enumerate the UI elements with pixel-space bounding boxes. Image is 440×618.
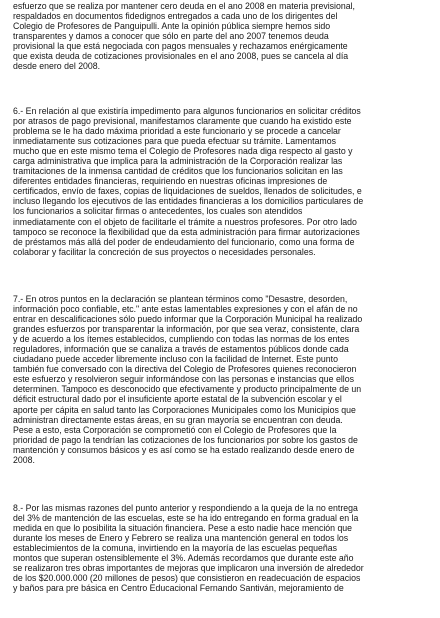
text-line: de los $20.000.000 (20 millones de pesos) que consistieron en readecuación de espacios [13, 573, 361, 584]
text-line: establecimientos de la comuna, invirtiendo en la mayoría de las escuelas pequeñas [13, 543, 337, 554]
text-line: grandes esfuerzos por transparentar la información, por que sea veraz, consistente, clara [13, 324, 360, 335]
paragraph-item-7 [13, 294, 433, 465]
text-line: los funcionarios a solicitar firmas o antecedentes, los cuales son atendidos [13, 206, 303, 217]
text-line: diferentes entidades financieras, requiriendo en nuestras oficinas impresiones de [13, 176, 328, 187]
text-line: administran directamente estas áreas, en su gran mayoría se encuentran con deuda. [13, 414, 343, 425]
text-line: que exista deuda de cotizaciones provisionales en el ano 2008, pues se cancela al día [13, 51, 349, 62]
text-line: Colegio de Profesores de Panguipulli. Ante la opinión pública siempre hemos sido [13, 21, 331, 32]
text-line: inmediatamente con el objeto de facilitarle el trámite a nuestros profesores. Por otro lado [13, 216, 357, 227]
text-line: tampoco se reconoce la flexibilidad que da esta administración para firmar autorizaciones [13, 226, 360, 237]
text-line: mucho que en este mismo tema el Colegio de Profesores nada diga respecto al gasto y [13, 146, 353, 157]
text-line: por atrasos de pago previsional, manifestamos claramente que cuando ha existido este [13, 116, 352, 127]
text-line: ciudadano puede acceder libremente incluso con la facilidad de Internet. Este punto [13, 354, 338, 365]
text-line: mantención y consumos básicos y es así como se ha estado realizando desde enero de [13, 444, 355, 455]
text-line: montos que superan ostensiblemente el 3%. Además recordamos que durante este año [13, 553, 354, 564]
text-line: transparentes y damos a conocer que sólo en parte del ano 2007 tenemos deuda [13, 31, 329, 42]
text-line: carga administrativa que implica para la administración de la Corporación realizar las [13, 156, 343, 167]
text-line: provisional la que está negociada con pagos mensuales y rechazamos enérgicamente [13, 41, 348, 52]
text-line: respaldados en documentos fidedignos entregados a cada uno de los dirigentes del [13, 11, 338, 22]
text-line: este esfuerzo y resolvieron seguir informándose con las personas e instancias que ellos [13, 374, 354, 385]
text-line: durante los meses de Enero y Febrero se realiza una mantención general en todos los [13, 533, 349, 544]
text-line: inmediatamente sus cotizaciones para que pueda efectuar su trámite. Lamentamos [13, 136, 336, 147]
text-line: prioridad de pago la tendrían las cotizaciones de los funcionarios por sobre los gastos de [13, 434, 358, 445]
text-line: desde enero del 2008. [13, 61, 101, 72]
text-line: se realizaron tres obras importantes de mejoras que implicaron una inversión de alrededor [13, 563, 364, 574]
paragraph-item-6 [13, 106, 433, 257]
text-line: tramitaciones de la inmensa cantidad de créditos que los funcionarios solicitan en las [13, 166, 343, 177]
text-line: incluso llegando los ejecutivos de las entidades financieras a los domicilios particulares de [13, 196, 364, 207]
text-line: 2008. [13, 454, 35, 465]
text-line: colaborar y facilitar la concreción de sus proyectos o necesidades personales. [13, 246, 316, 257]
text-line: Pese a esto, esta Corporación se comprometió con el Colegio de Profesores que la [13, 424, 337, 435]
text-line: certificados, envío de faxes, copias de liquidaciones de sueldos, llenados de solicitudes, e [13, 186, 362, 197]
text-line: medida en que lo posibilita la situación financiera. Pese a esto nadie hace mención que [13, 523, 353, 534]
text-line: y de acuerdo a los ítemes establecidos, cumpliendo con todas las normas de los entes [13, 334, 350, 345]
text-line: 8.- Por las mismas razones del punto anterior y respondiendo a la queja de la no entrega [13, 503, 358, 513]
paragraph-item-8 [13, 503, 433, 593]
paragraph-intro [13, 1, 433, 71]
text-line: también fue conversado con la directiva del Colegio de Profesores quienes reconocieron [13, 364, 357, 375]
text-line: entrar en descalificaciones sólo puedo informar que la Corporación Municipal ha realizado [13, 314, 363, 325]
text-line: del 3% de mantención de las escuelas, este se ha ido entregando en forma gradual en la [13, 513, 359, 524]
text-line: 6.- En relación al que existiría impedimento para algunos funcionarios en solicitar créditos [13, 106, 361, 116]
text-line: problema se le ha dado máxima prioridad a este funcionario y se procede a cancelar [13, 126, 341, 137]
text-line: determinen. Tampoco es desconocido que efectivamente y producto principalmente de un [13, 384, 362, 395]
text-line: de préstamos más allá del poder de endeudamiento del funcionario, como una forma de [13, 236, 355, 247]
text-line: reguladores, información que se canaliza a través de estamentos públicos donde cada [13, 344, 349, 355]
text-line: esfuerzo que se realiza por mantener cero deuda en el ano 2008 en materia previsional, [13, 1, 355, 11]
text-line: 7.- En otros puntos en la declaración se plantean términos como "Desastre, desorden, [13, 294, 348, 304]
text-line: déficit estructural dado por el insuficiente aporte estatal de la subvención escolar y el [13, 394, 342, 405]
text-line: información poco confiable, etc." ante estas lamentables expresiones y con el afán de no [13, 304, 358, 315]
text-line: aporte per cápita en salud tanto las Corporaciones Municipales como los Municipios que [13, 404, 356, 415]
text-line: y baños para pre básica en Centro Educacional Fernando Santiván, mejoramiento de [13, 583, 344, 594]
